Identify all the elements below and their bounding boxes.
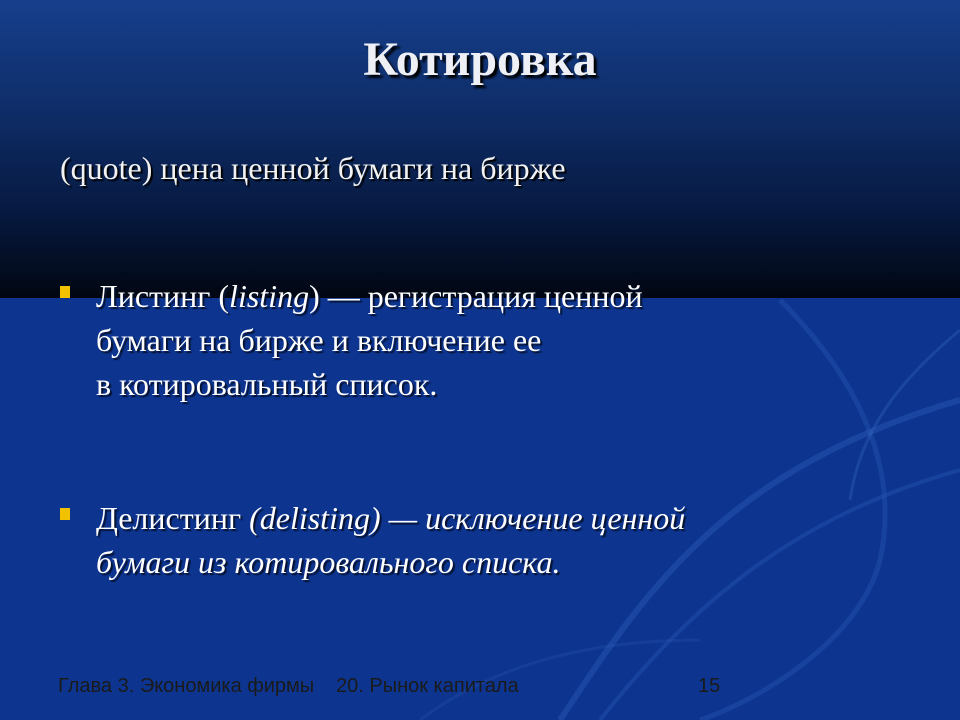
slide-title: Котировка — [363, 33, 597, 86]
delisting-definition-line: — исключение ценной — [380, 500, 686, 536]
paren-open: ( — [210, 278, 230, 314]
listing-definition-line: бумаги на бирже и включение ее — [96, 322, 542, 358]
footer-chapter: Глава 3. Экономика фирмы — [58, 675, 315, 697]
bullet-text — [96, 496, 920, 584]
listing-definition-line: — регистрация ценной — [319, 278, 643, 314]
term-listing-english: listing — [229, 278, 310, 314]
term-delisting-english: (delisting) — [241, 500, 381, 536]
subtitle-definition: (quote) цена ценной бумаги на бирже — [60, 150, 566, 186]
term-listing: Листинг — [96, 278, 211, 314]
delisting-definition-line: бумаги из котировального списка. — [96, 544, 561, 580]
term-delisting: Делистинг — [96, 500, 242, 536]
paren-close: ) — [309, 278, 320, 314]
footer-page-number: 15 — [698, 675, 721, 697]
bullet-listing — [60, 274, 920, 406]
bullet-marker — [60, 286, 70, 298]
footer-section: 20. Рынок капитала — [336, 675, 519, 697]
bullet-delisting — [60, 496, 920, 584]
listing-definition-line: в котировальный список. — [96, 366, 438, 402]
bullet-marker — [60, 508, 70, 520]
bullet-text — [96, 274, 920, 406]
